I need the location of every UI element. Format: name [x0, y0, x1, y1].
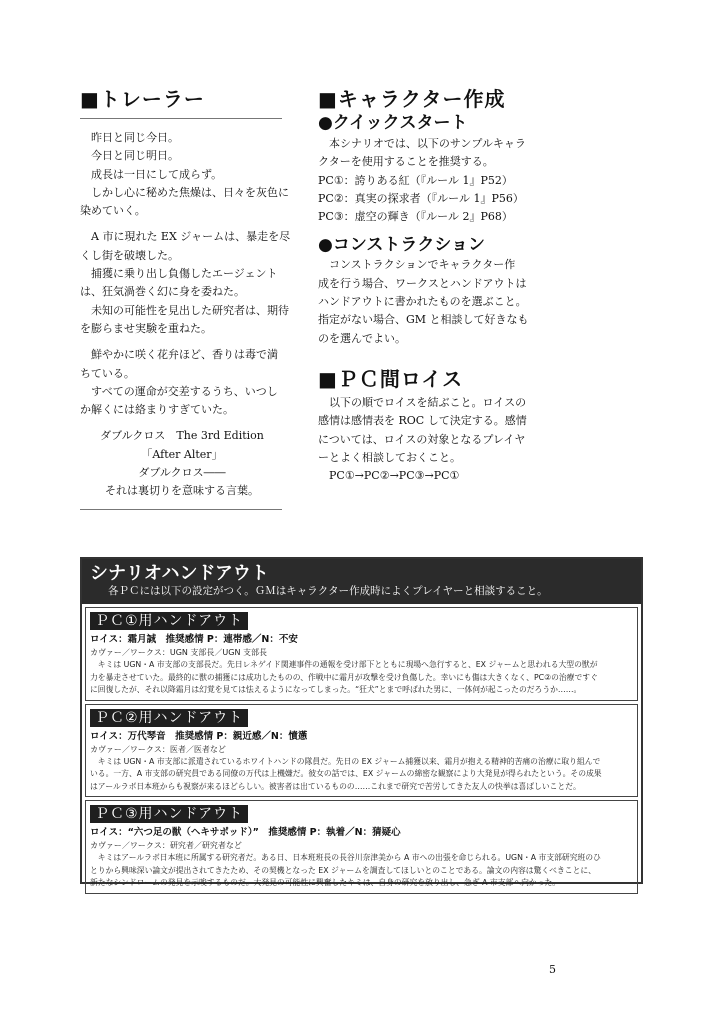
trailer-line: くし街を破壊した。: [80, 248, 179, 262]
body-line: とりから興味深い論文が提出されてきたため、その契機となった EX ジャームを調査してほしいとのことである。論文の内容は驚くべきことに、: [90, 865, 596, 875]
character-heading: ■キャラクター作成: [318, 87, 506, 111]
pc3-handout: [85, 800, 638, 894]
trailer-bottom-rule: [80, 509, 282, 510]
text-line: 成を行う場合、ワークスとハンドアウトは: [318, 276, 527, 290]
trailer-top-rule: [80, 118, 282, 119]
text-line: のを選んでよい。: [318, 331, 406, 345]
pc1-handout-label: ＰＣ①用ハンドアウト: [90, 612, 248, 630]
text-line: PC②：真実の探求者（『ルール 1』P56）: [318, 191, 524, 205]
pc1-cover-works: カヴァー／ワークス：UGN 支部長／UGN 支部長: [90, 648, 268, 657]
construction-heading: ●コンストラクション: [318, 235, 485, 256]
trailer-line: すべての運命が交差するうち、いつし: [91, 384, 278, 398]
text-line: コンストラクションでキャラクター作: [329, 258, 516, 272]
handout-subtitle: 各ＰＣには以下の設定がつく。ＧＭはキャラクター作成時によくプレイヤーと相談すること。: [108, 585, 548, 597]
trailer-line: は、狂気渦巻く幻に身を委ねた。: [80, 285, 245, 299]
text-line: 本シナリオでは、以下のサンプルキャラ: [329, 137, 526, 150]
text-line: PC③：虚空の輝き（『ルール 2』P68）: [318, 210, 513, 224]
trailer-line: ちている。: [80, 366, 135, 380]
trailer-line: 染めていく。: [80, 204, 146, 218]
trailer-line: 昨日と同じ今日。: [91, 131, 179, 144]
trailer-line: 今日と同じ明日。: [91, 149, 179, 163]
body-line: に回復したが、それ以降霜月は幻覚を見ては怯えるようになってしまった。“狂犬”とまで呼ばれた男に、一体何が起こったのだろうか……。: [90, 685, 582, 694]
text-line: 指定がない場合、GM と相談して好きなも: [318, 313, 529, 327]
trailer-paragraphs: [80, 129, 291, 419]
quickstart-heading: ●クイックスタート: [318, 113, 468, 133]
scenario-handout-box: [80, 557, 643, 887]
body-line: 新たなシンドロームの発見を示唆するものだ。大発見の可能性に興奮したキミは、自身の研究を放り出し、急ぎ A 市支部へ向かった。: [90, 878, 561, 887]
trailer-line: 鮮やかに咲く花弁ほど、香りは毒で満: [91, 348, 278, 362]
text-line: PC①→PC②→PC③→PC①: [329, 469, 460, 483]
trailer-paragraph: [80, 129, 289, 220]
pc2-cover-works: カヴァー／ワークス：医者／医者など: [90, 744, 226, 754]
trailer-heading: ■トレーラー: [80, 87, 205, 111]
pc1-handout: [85, 607, 638, 701]
pc1-body: [90, 659, 633, 697]
text-line: PC①：誇りある紅（『ルール 1』P52）: [318, 173, 513, 187]
closing-line: ダブルクロス――: [138, 466, 226, 480]
page-number: 5: [549, 963, 556, 976]
body-line: 力を暴走させていた。最終的に獣の捕獲には成功したものの、作戦中に霜月が攻撃を受け負傷した。幸いにも傷は大きくなく、PC②の治療ですぐ: [90, 672, 598, 682]
body-line: キミは UGN・A 市支部の支部長だ。先日レネゲイド関連事件の通報を受け部下とともに現場へ急行すると、EX ジャームと思われる大型の獣が: [90, 660, 598, 669]
trailer-line: A 市に現れた EX ジャームは、暴走を尽: [91, 230, 291, 244]
trailer-line: 捕獲に乗り出し負傷したエージェント: [91, 267, 278, 281]
closing-line: それは裏切りを意味する言葉。: [105, 484, 259, 498]
character-section: [318, 86, 532, 485]
text-line: については、ロイスの対象となるプレイヤ: [318, 432, 526, 446]
text-line: ーとよく相談しておくこと。: [318, 450, 461, 464]
body-line: キミは UGN・A 市支部に派遣されているホワイトハンドの隊員だ。先日の EX ジャーム捕獲以来、霜月が抱える精神的苦痛の治療に取り組んで: [90, 756, 601, 766]
text-line: 感情は感情表を ROC して決定する。感情: [318, 414, 527, 428]
body-line: キミはアールラボ日本班に所属する研究者だ。ある日、日本班班長の長谷川奈津美から A 市への出張を命じられる。UGN・A 市支部研究班のひ: [90, 853, 601, 862]
lois-text: [318, 394, 532, 485]
text-line: クターを使用することを推奨する。: [318, 155, 494, 169]
lois-heading: ■ＰＣ間ロイス: [318, 366, 464, 391]
closing-line: ダブルクロス The 3rd Edition: [100, 429, 264, 443]
text-line: 以下の順でロイスを結ぶこと。ロイスの: [329, 395, 527, 409]
pc2-lois: ロイス：万代琴音 推奨感情 P：親近感／N：憤懣: [90, 730, 308, 742]
trailer-paragraph: [80, 228, 291, 338]
trailer-line: か解くには絡まりすぎていた。: [80, 403, 234, 417]
trailer-line: 未知の可能性を見出した研究者は、期待: [91, 303, 289, 317]
pc3-handout-label: ＰＣ③用ハンドアウト: [90, 805, 248, 823]
text-line: ハンドアウトに書かれたものを選ぶこと。: [318, 295, 527, 309]
quickstart-text: [318, 135, 532, 226]
body-line: いる。一方、A 市支部の研究員である同僚の万代は上機嫌だ。彼女の話では、EX ジャームの綿密な観察により大発見が得られたという。その成果: [90, 769, 602, 778]
pc2-handout: [85, 704, 638, 798]
pc2-body: [90, 756, 633, 794]
pc1-lois: ロイス：霜月誠 推奨感情 P：連帯感／N：不安: [90, 634, 298, 645]
handout-title: シナリオハンドアウト: [90, 563, 269, 584]
trailer-paragraph: [80, 346, 284, 419]
closing-line: 「After Alter」: [141, 447, 223, 461]
trailer-section: [80, 86, 291, 520]
trailer-line: しかし心に秘めた焦燥は、日々を灰色に: [91, 185, 289, 199]
trailer-line: を膨らませ実験を重ねた。: [80, 321, 212, 335]
pc3-lois: ロイス：“六つ足の獣（ヘキサポッド）” 推奨感情 P：執着／N：猜疑心: [90, 827, 401, 838]
pc3-body: [90, 852, 633, 890]
construction-text: [318, 256, 532, 347]
handout-header: [82, 559, 641, 604]
pc2-handout-label: ＰＣ②用ハンドアウト: [90, 709, 248, 727]
trailer-line: 成長は一日にして成らず。: [91, 167, 223, 181]
pc3-cover-works: カヴァー／ワークス：研究者／研究者など: [90, 841, 242, 850]
body-line: はアールラボ日本班からも視察が来るほどらしい。被害者は出ているものの……これまで研究で苦労してきた友人の快挙は喜ばしいことだ。: [90, 781, 581, 791]
trailer-closing: [80, 427, 284, 500]
